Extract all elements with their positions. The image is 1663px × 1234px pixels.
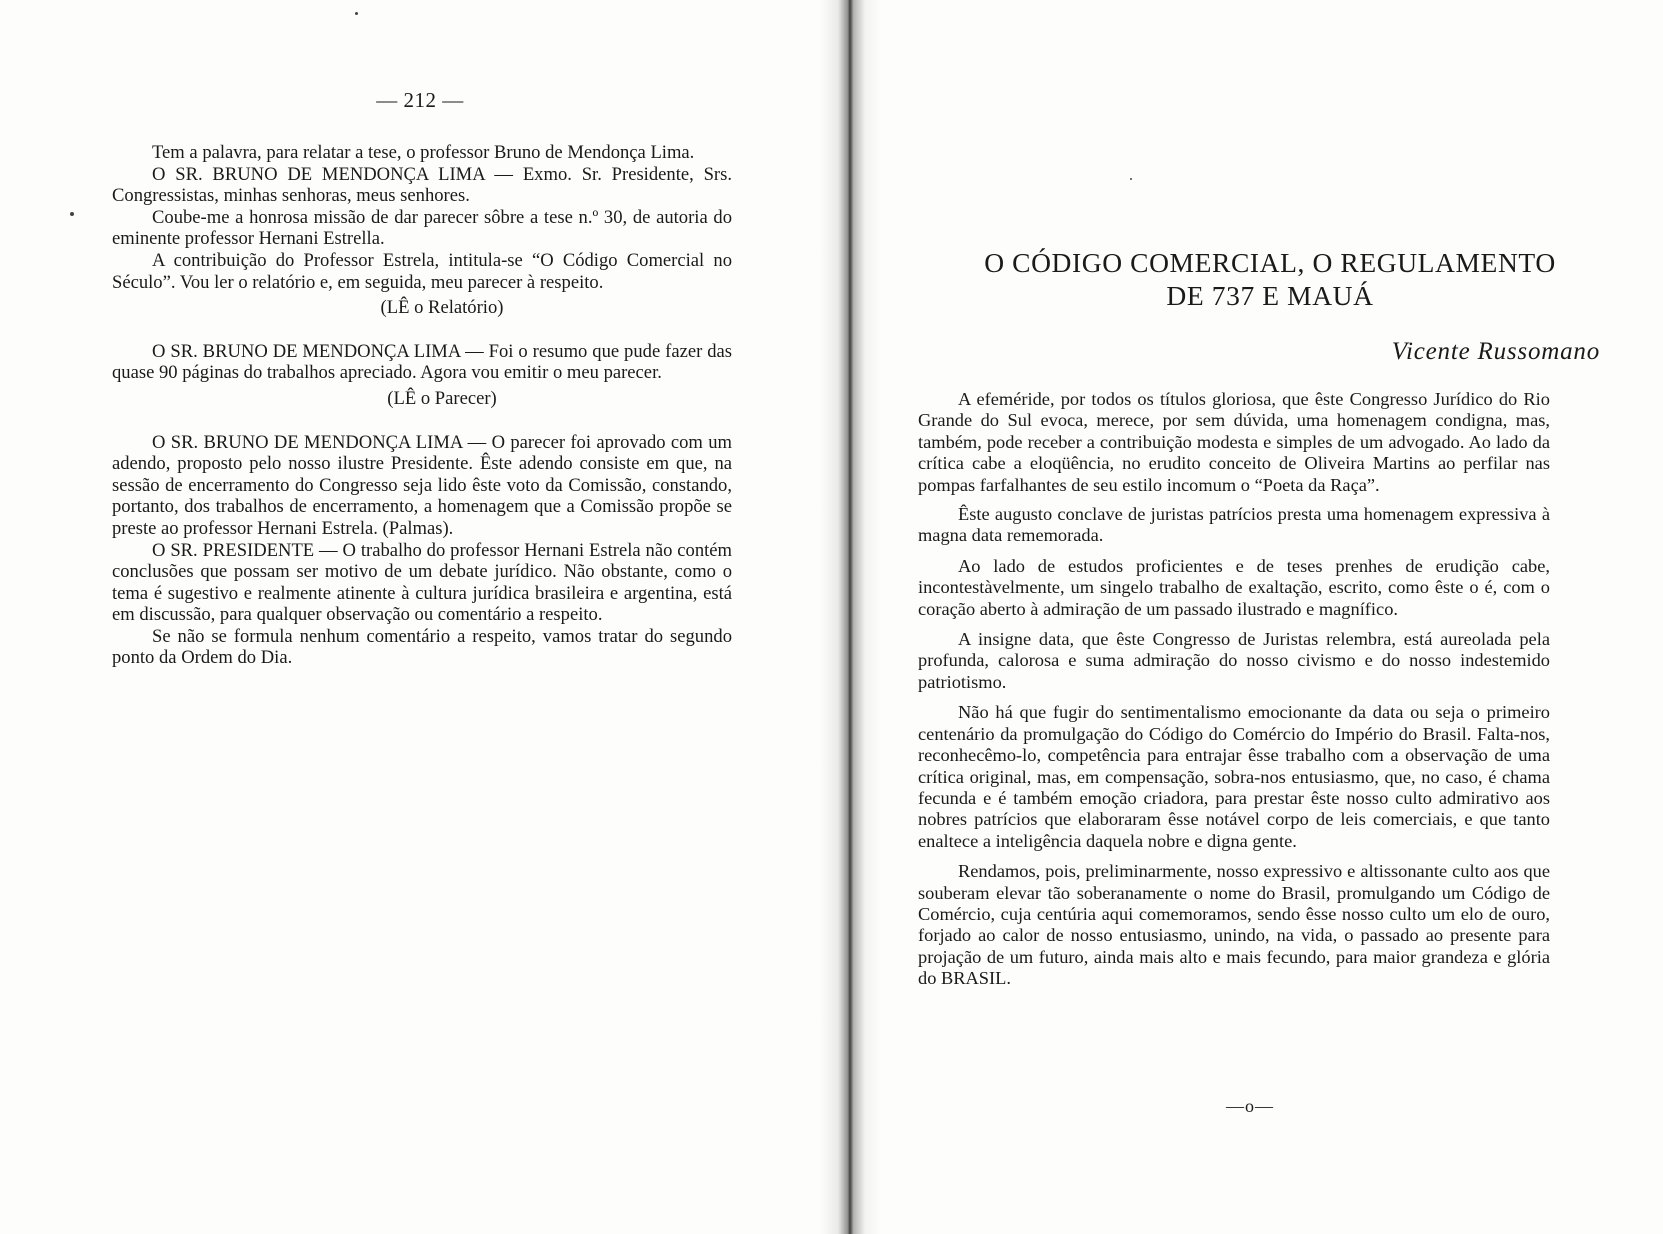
article-title-line: DE 737 E MAUÁ <box>1166 280 1374 311</box>
right-page <box>880 0 1663 1234</box>
paragraph: A efeméride, por todos os títulos gloriosa, que êste Congresso Jurídico do Rio Grande do Sul evoca, merece, por sem dúvida, uma homenagem condigna, mas, também, pode receber a contribuição modesta e simples de um advogado. Ao lado da crítica cabe a eloqüência, no erudito conceito de Oliveira Martins ao perfilar nas pompas farfalhantes de seu estilo incomum o “Poeta da Raça”. <box>918 389 1550 495</box>
paragraph: Ao lado de estudos proficientes e de teses prenhes de erudição cabe, incontestàvelmente, um singelo trabalho de exaltação, escrito, como êste o é, com o coração aberto à admiração de um passado ilustrado e magnífico. <box>918 555 1550 619</box>
paragraph: Coube-me a honrosa missão de dar parecer sôbre a tese n.º 30, de autoria do eminente professor Hernani Estrella. <box>112 206 732 250</box>
paragraph: O SR. BRUNO DE MENDONÇA LIMA — O parecer foi aprovado com um adendo, proposto pelo nosso ilustre Presidente. Êste adendo consiste em que, na sessão de encerramento do Congresso seja lido êste voto da Comissão, constando, portanto, dos trabalhos de encerramento, a homenagem que a Comissão propõe se preste ao professor Hernani Estrela. (Palmas). <box>112 431 732 539</box>
paragraph: Rendamos, pois, preliminarmente, nosso expressivo e altissonante culto aos que souberam elevar tão soberanamente o nome do Brasil, promulgando um Código de Comércio, cuja centúria aqui comemoramos, sendo êsse nosso culto um elo de ouro, forjado ao calor de nosso entusiasmo, unindo, na vida, o passado ao presente para projação de um futuro, ainda mais alto e mais fecundo, para maior grandeza e glória do BRASIL. <box>918 861 1550 989</box>
print-speck <box>1130 178 1132 180</box>
paragraph: O SR. BRUNO DE MENDONÇA LIMA — Foi o resumo que pude fazer das quase 90 páginas do trabalhos apreciado. Agora vou emitir o meu parecer. <box>112 340 732 384</box>
paragraph: Se não se formula nenhum comentário a respeito, vamos tratar do segundo ponto da Ordem do Dia. <box>112 625 732 669</box>
print-speck <box>70 212 74 216</box>
stage-direction: (LÊ o Relatório) <box>380 297 504 319</box>
left-page <box>0 0 830 1234</box>
print-speck <box>355 12 358 15</box>
paragraph: O SR. PRESIDENTE — O trabalho do professor Hernani Estrela não contém conclusões que possam ser motivo de um debate jurídico. Não obstante, como o tema é sugestivo e realmente atinente à cultura jurídica brasileira e argentina, está em discussão, para qualquer observação ou comentário a respeito. <box>112 539 732 626</box>
paragraph: O SR. BRUNO DE MENDONÇA LIMA — Exmo. Sr. Presidente, Srs. Congressistas, minhas senhoras, meus senhores. <box>112 163 732 207</box>
paragraph: A contribuição do Professor Estrela, intitula-se “O Código Comercial no Século”. Vou ler o relatório e, em seguida, meu parecer à respeito. <box>112 249 732 293</box>
right-page-content <box>880 0 1663 1234</box>
paragraph: Não há que fugir do sentimentalismo emocionante da data ou seja o primeiro centenário da promulgação do Código do Comércio do Império do Brasil. Falta-nos, reconhecêmo-lo, competência para entrajar êsse trabalho com a observação de uma crítica original, mas, em compensação, sobra-nos entusiasmo, que, no caso, é chama fecunda e é também emoção criadora, para prestar êste nosso culto admirativo aos nobres patrícios que elaboraram êsse notável corpo de leis comerciais, e que tanto enaltece a inteligência daquela nobre e digna gente. <box>918 702 1550 851</box>
right-page-body <box>918 389 1550 999</box>
binding-gutter <box>820 0 880 1234</box>
section-end-mark: —o— <box>1226 1096 1274 1116</box>
article-title <box>920 246 1620 312</box>
paragraph: A insigne data, que êste Congresso de Juristas relembra, está aureolada pela profunda, calorosa e suma admiração do nosso civismo e do nosso indestemido patriotismo. <box>918 629 1550 692</box>
paragraph: Tem a palavra, para relatar a tese, o professor Bruno de Mendonça Lima. <box>152 142 695 163</box>
article-title-line: O CÓDIGO COMERCIAL, O REGULAMENTO <box>984 247 1556 278</box>
left-page-body <box>112 142 732 669</box>
article-author: Vicente Russomano <box>1391 338 1600 365</box>
stage-direction: (LÊ o Parecer) <box>387 387 497 409</box>
page-number: — 212 — <box>376 88 464 112</box>
paragraph: Êste augusto conclave de juristas patrícios presta uma homenagem expressiva à magna data rememorada. <box>918 504 1550 546</box>
